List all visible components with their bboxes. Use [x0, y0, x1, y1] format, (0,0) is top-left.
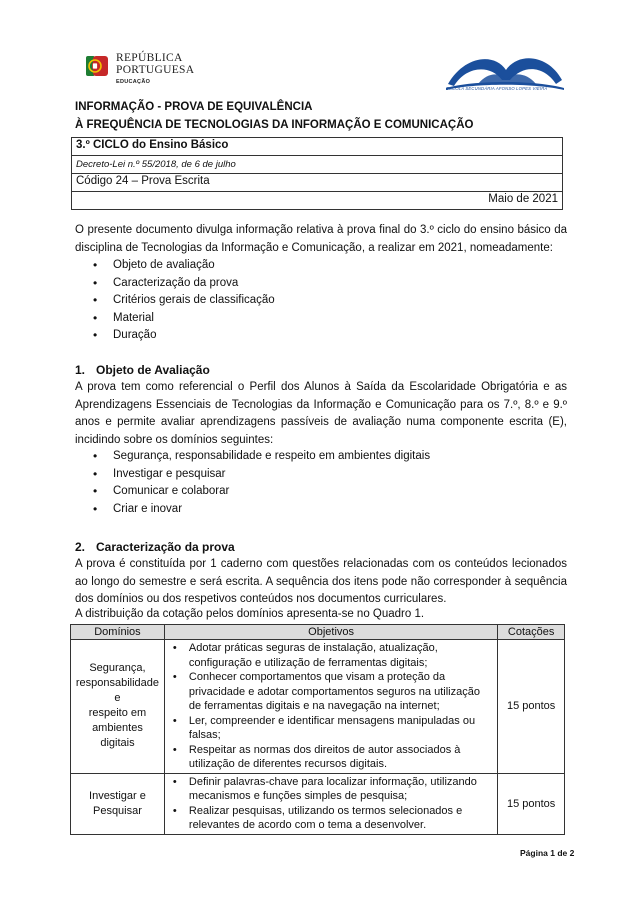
dominio-line: e: [114, 692, 121, 705]
dominio-cell: [71, 640, 165, 774]
objetivos-cell: [164, 640, 497, 774]
info-box: [71, 137, 563, 210]
section2-title: Caracterização da prova: [96, 540, 235, 554]
list-item: • Critérios gerais de classificação: [93, 292, 275, 310]
objetivo-item: • Respeitar as normas dos direitos de autor associados à utilização de diferentes recursos digitais.: [169, 743, 493, 772]
dominio-line: respeito em: [88, 707, 147, 720]
codigo-label: Código 24 – Prova Escrita: [72, 174, 562, 192]
list-item: • Criar e inovar: [93, 501, 430, 519]
objetivo-item: • Ler, compreender e identificar mensagens manipuladas ou falsas;: [169, 714, 493, 743]
section2-heading: [75, 540, 235, 554]
page-number: Página 1 de 2: [520, 848, 575, 858]
quadro-1-table: [70, 624, 565, 835]
header-cotacoes: Cotações: [498, 625, 565, 640]
section1-heading: [75, 363, 210, 377]
section1-number: 1.: [75, 363, 86, 377]
list-item: • Segurança, responsabilidade e respeito em ambientes digitais: [93, 448, 430, 466]
dominio-line: Pesquisar: [92, 804, 142, 817]
title-line1: INFORMAÇÃO - PROVA DE EQUIVALÊNCIA: [75, 101, 313, 113]
rp-line1: REPÚBLICA: [116, 52, 183, 64]
intro-paragraph: O presente documento divulga informação relativa à prova final do 3.º ciclo do ensino básico da disciplina de Tecnologias da Informação e Comunicação, a realizar em 2021, nomeadamente:: [75, 224, 567, 254]
header-objetivos: Objetivos: [164, 625, 497, 640]
list-item: • Comunicar e colaborar: [93, 483, 430, 501]
dominio-line: ambientes: [92, 722, 143, 735]
table-row: [71, 773, 565, 834]
ciclo-label: 3.º CICLO do Ensino Básico: [72, 138, 562, 156]
section1-title: Objeto de Avaliação: [96, 363, 210, 377]
header-dominios: Domínios: [71, 625, 165, 640]
dominio-line: responsabilidade: [75, 677, 160, 690]
objetivo-item: • Realizar pesquisas, utilizando os termos selecionados e relevantes de acordo com o tema a desenvolver.: [169, 804, 493, 833]
cotacao-cell: 15 pontos: [498, 773, 565, 834]
section1-list: [93, 448, 430, 518]
objetivo-item: • Definir palavras-chave para localizar informação, utilizando mecanismos e funções simples de pesquisa;: [169, 775, 493, 804]
list-item: • Investigar e pesquisar: [93, 466, 430, 484]
objetivo-item: • Conhecer comportamentos que visam a proteção da privacidade e adotar comportamentos seguros na utilização de ferramentas digitais e na navegação na internet;: [169, 670, 493, 714]
list-item: • Material: [93, 310, 275, 328]
table-row: [71, 640, 565, 774]
title-line2: À FREQUÊNCIA DE TECNOLOGIAS DA INFORMAÇÃO E COMUNICAÇÃO: [75, 119, 474, 131]
intro-list: [93, 257, 275, 345]
section2-paragraph: A prova é constituída por 1 caderno com questões relacionadas com os conteúdos lecionados ao longo do semestre e será escrita. A sequência dos itens pode não corresponder à sequência dos domínios ou dos respetivos conteúdos nos documentos curriculares.: [75, 558, 567, 605]
cotacao-cell: 15 pontos: [498, 640, 565, 774]
date-label: Maio de 2021: [488, 193, 558, 205]
rp-line3: EDUCAÇÃO: [116, 79, 151, 85]
list-item: • Duração: [93, 327, 275, 345]
portugal-emblem-icon: [86, 54, 110, 78]
rp-line2: PORTUGUESA: [116, 64, 195, 76]
school-name: ESCOLA SECUNDÁRIA AFONSO LOPES VIEIRA: [446, 86, 548, 91]
dominio-line: Segurança,: [89, 662, 146, 675]
dominio-line: Investigar e: [89, 789, 146, 802]
objetivo-item: • Adotar práticas seguras de instalação, atualização, configuração e utilização de ferramentas digitais;: [169, 641, 493, 670]
dominio-line: digitais: [100, 737, 135, 750]
section2-number: 2.: [75, 540, 86, 554]
list-item: • Caracterização da prova: [93, 275, 275, 293]
table-header-row: [71, 625, 565, 640]
republica-portuguesa-logo: [86, 52, 206, 86]
decreto-label: Decreto-Lei n.º 55/2018, de 6 de julho: [72, 156, 562, 174]
section2-paragraph2: A distribuição da cotação pelos domínios apresenta-se no Quadro 1.: [75, 608, 425, 620]
section1-paragraph: A prova tem como referencial o Perfil dos Alunos à Saída da Escolaridade Obrigatória e as Aprendizagens Essenciais de Tecnologias da Informação e Comunicação para os 7.º, 8.º e 9.º anos e permite avaliar aprendizagens passíveis de avaliação numa componente escrita (E), incidindo sobre os domínios seguintes:: [75, 381, 567, 446]
objetivos-cell: [164, 773, 497, 834]
dominio-cell: [71, 773, 165, 834]
list-item: • Objeto de avaliação: [93, 257, 275, 275]
